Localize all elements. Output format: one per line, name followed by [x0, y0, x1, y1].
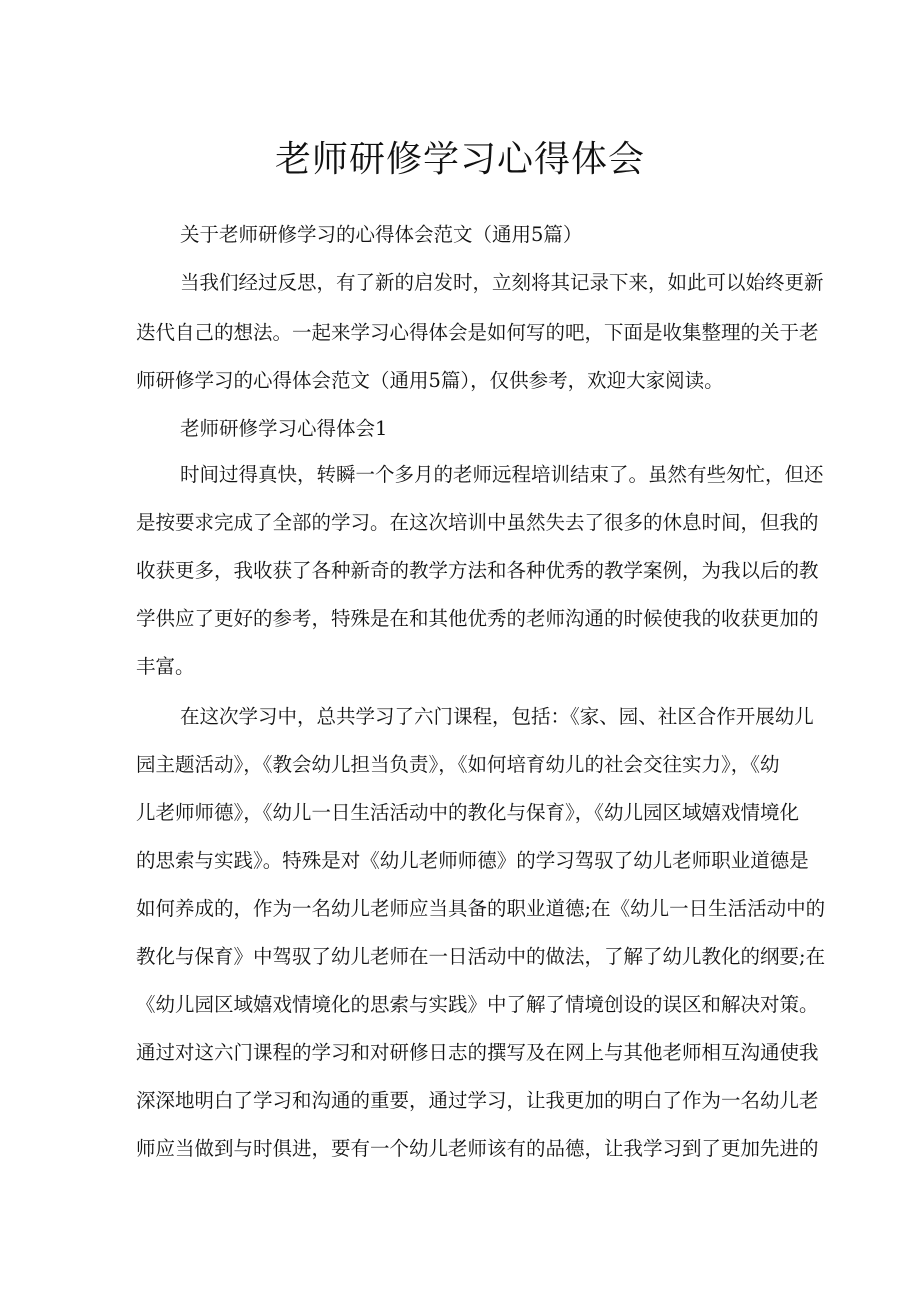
paragraph-line: 的思索与实践》。特殊是对《幼儿老师师德》的学习驾驭了幼儿老师职业道德是: [136, 849, 809, 872]
intro-line: 迭代自己的想法。一起来学习心得体会是如何写的吧，下面是收集整理的关于老: [136, 321, 819, 344]
document-title: 老师研修学习心得体会: [274, 139, 645, 180]
paragraph-line: 通过对这六门课程的学习和对研修日志的撰写及在网上与其他老师相互沟通使我: [136, 1041, 819, 1064]
paragraph-line: 丰富。: [136, 655, 195, 678]
document-subtitle: 关于老师研修学习的心得体会范文（通用5篇）: [180, 223, 583, 246]
paragraph-line: 在这次学习中，总共学习了六门课程，包括：《家、园、社区合作开展幼儿: [180, 705, 814, 728]
paragraph-line: 深深地明白了学习和沟通的重要，通过学习，让我更加的明白了作为一名幼儿老: [136, 1089, 819, 1112]
paragraph-line: 园主题活动》，《教会幼儿担当负责》，《如何培育幼儿的社会交往实力》，《幼: [136, 753, 780, 776]
paragraph-line: 师应当做到与时俱进，要有一个幼儿老师该有的品德，让我学习到了更加先进的: [136, 1137, 819, 1160]
paragraph-line: 儿老师师德》，《幼儿一日生活活动中的教化与保育》，《幼儿园区域嬉戏情境化: [136, 801, 800, 824]
paragraph-line: 是按要求完成了全部的学习。在这次培训中虽然失去了很多的休息时间，但我的: [136, 511, 819, 534]
paragraph-line: 时间过得真快，转瞬一个多月的老师远程培训结束了。虽然有些匆忙，但还: [180, 463, 824, 486]
paragraph-line: 收获更多，我收获了各种新奇的教学方法和各种优秀的教学案例，为我以后的教: [136, 559, 819, 582]
paragraph-line: 《幼儿园区域嬉戏情境化的思索与实践》中了解了情境创设的误区和解决对策。: [136, 993, 819, 1016]
paragraph-line: 教化与保育》中驾驭了幼儿老师在一日活动中的做法，了解了幼儿教化的纲要;在: [136, 945, 826, 968]
section-heading: 老师研修学习心得体会1: [180, 417, 388, 440]
intro-line: 当我们经过反思，有了新的启发时，立刻将其记录下来，如此可以始终更新: [180, 271, 824, 294]
paragraph-line: 如何养成的，作为一名幼儿老师应当具备的职业道德;在《幼儿一日生活活动中的: [136, 897, 826, 920]
paragraph-line: 学供应了更好的参考，特殊是在和其他优秀的老师沟通的时候使我的收获更加的: [136, 607, 819, 630]
intro-line: 师研修学习的心得体会范文（通用5篇），仅供参考，欢迎大家阅读。: [136, 369, 724, 392]
